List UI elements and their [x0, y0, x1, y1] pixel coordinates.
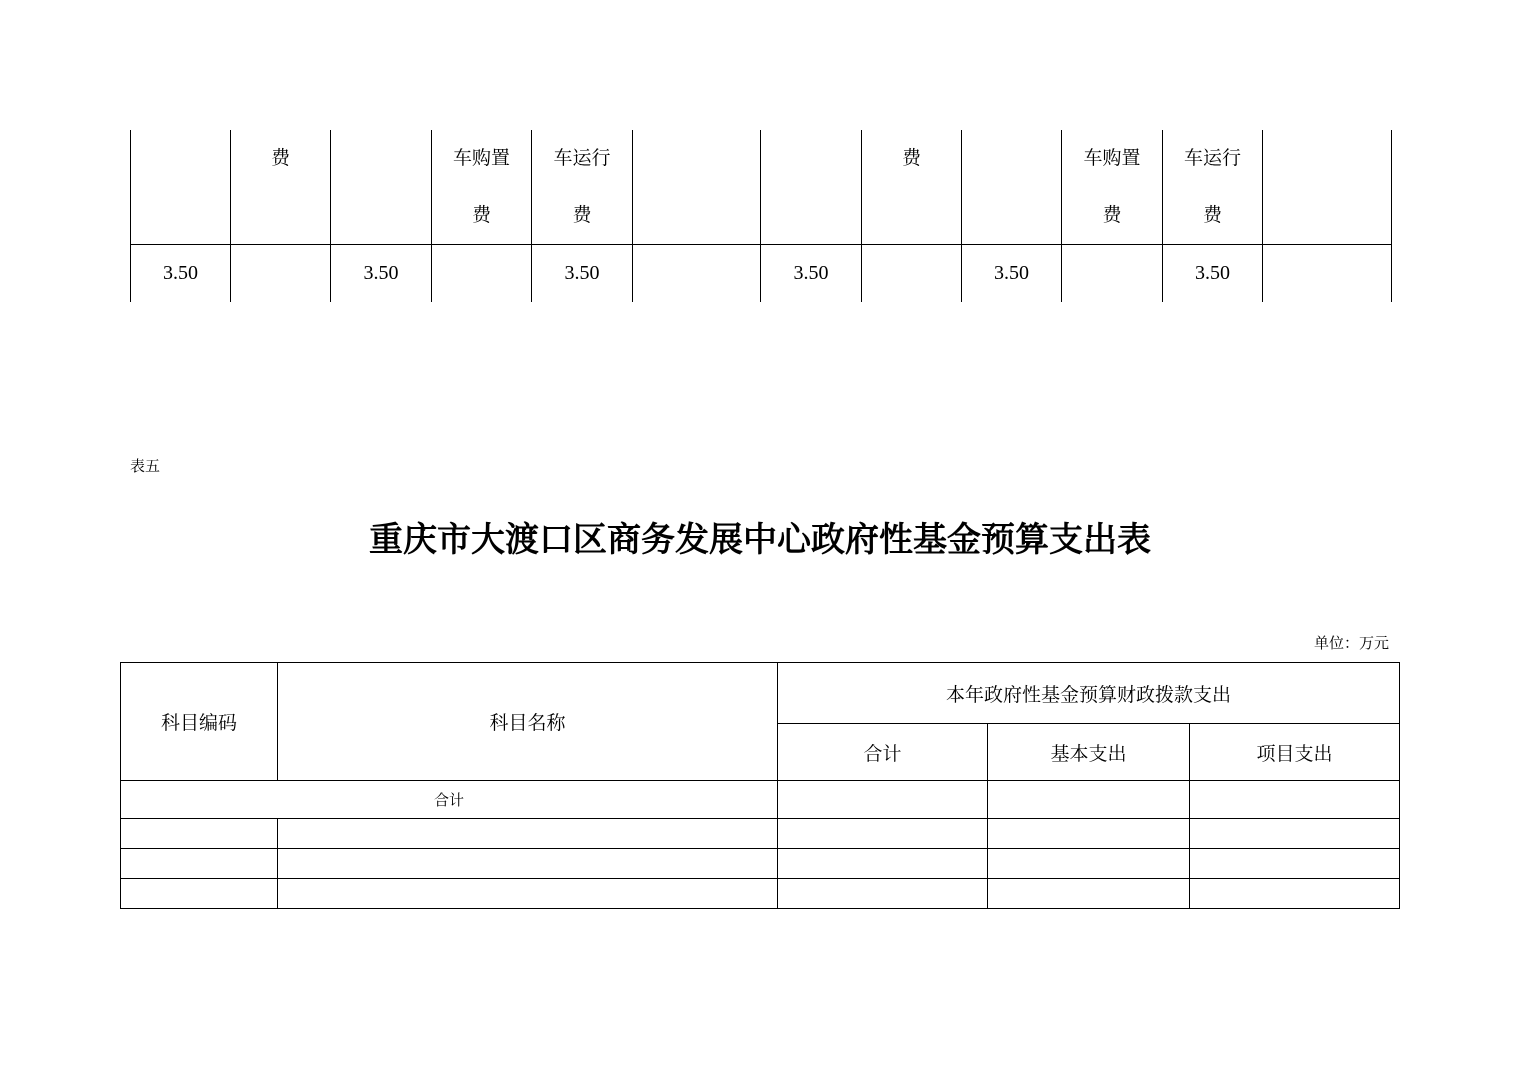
total-cell [778, 879, 988, 909]
header-cell [131, 130, 231, 245]
basic-cell [988, 879, 1190, 909]
project-cell [1190, 781, 1400, 819]
value-cell [633, 245, 761, 303]
name-cell [278, 849, 778, 879]
basic-cell [988, 819, 1190, 849]
name-cell [278, 819, 778, 849]
name-cell [278, 879, 778, 909]
table-row [121, 819, 1400, 849]
project-cell [1190, 819, 1400, 849]
column-header-project: 项目支出 [1190, 724, 1400, 781]
value-cell: 3.50 [131, 245, 231, 303]
value-cell: 3.50 [532, 245, 633, 303]
value-cell: 3.50 [962, 245, 1062, 303]
header-cell: 费 [231, 130, 331, 245]
header-cell: 费 [862, 130, 962, 245]
header-cell [331, 130, 432, 245]
header-cell [761, 130, 862, 245]
project-cell [1190, 849, 1400, 879]
value-cell: 3.50 [1163, 245, 1263, 303]
table-row [121, 879, 1400, 909]
total-cell [778, 849, 988, 879]
value-cell: 3.50 [761, 245, 862, 303]
project-cell [1190, 879, 1400, 909]
value-cell [231, 245, 331, 303]
code-cell [121, 819, 278, 849]
value-cell [1263, 245, 1392, 303]
basic-cell [988, 781, 1190, 819]
total-row-label: 合计 [121, 781, 778, 819]
government-fund-expenditure-table [120, 662, 1400, 909]
value-cell [1062, 245, 1163, 303]
unit-label: 单位：万元 [1313, 634, 1389, 652]
value-cell [432, 245, 532, 303]
page-title: 重庆市大渡口区商务发展中心政府性基金预算支出表 [369, 520, 1151, 560]
value-cell: 3.50 [331, 245, 432, 303]
header-cell [633, 130, 761, 245]
column-header-name: 科目名称 [278, 663, 778, 781]
value-cell [862, 245, 962, 303]
code-cell [121, 879, 278, 909]
table-number-label: 表五 [130, 457, 161, 475]
total-cell [778, 819, 988, 849]
column-header-basic: 基本支出 [988, 724, 1190, 781]
total-row [121, 781, 1400, 819]
total-cell [778, 781, 988, 819]
column-header-code: 科目编码 [121, 663, 278, 781]
code-cell [121, 849, 278, 879]
column-header-group: 本年政府性基金预算财政拨款支出 [778, 663, 1400, 724]
header-cell [962, 130, 1062, 245]
header-cell: 车运行 费 [1163, 130, 1263, 245]
header-cell: 车购置 费 [432, 130, 532, 245]
budget-continuation-table [130, 130, 1392, 302]
header-cell: 车购置 费 [1062, 130, 1163, 245]
header-cell: 车运行 费 [532, 130, 633, 245]
table-row [121, 849, 1400, 879]
table-header-row [121, 663, 1400, 724]
table-row [131, 245, 1392, 303]
table-header-row [131, 130, 1392, 245]
basic-cell [988, 849, 1190, 879]
header-cell [1263, 130, 1392, 245]
column-header-total: 合计 [778, 724, 988, 781]
